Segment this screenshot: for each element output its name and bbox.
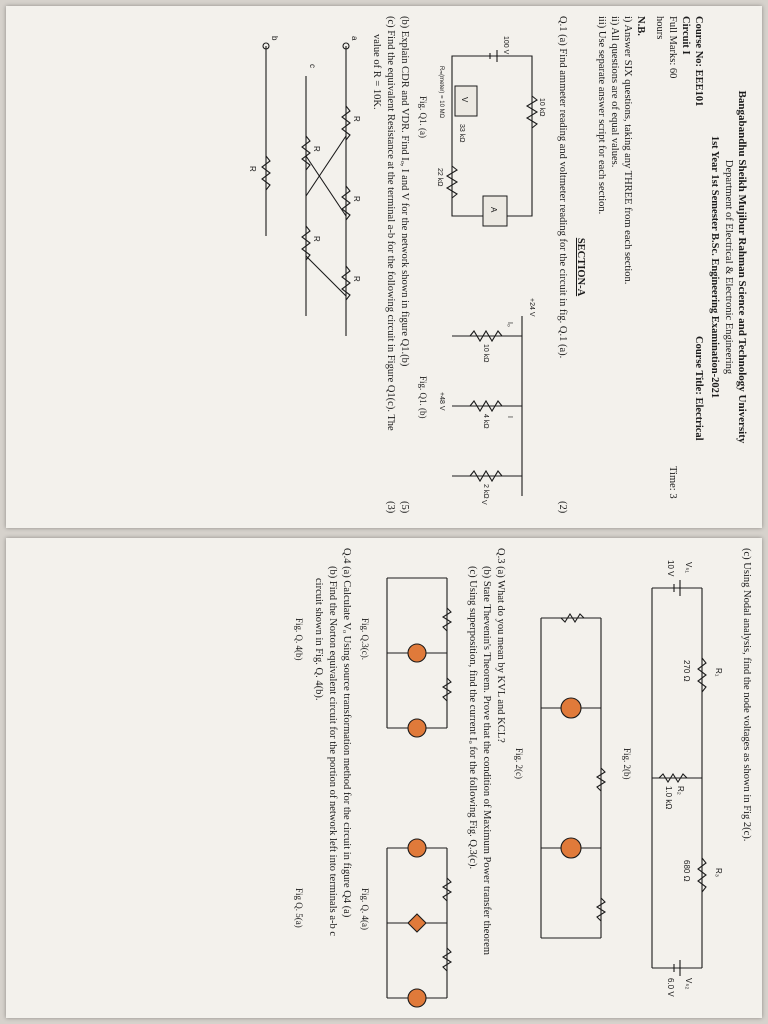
department-name: Department of Electrical & Electronic Engineering [723,159,734,375]
q1b-io-label: Iₒ [506,322,513,327]
figure-q1a-circuit [432,36,552,236]
q1b-v1-label: +24 V [528,298,535,317]
q1a-r2-label: 22 kΩ [436,168,443,187]
q1b-v2-label: +48 V [438,392,445,411]
question-q3c: (c) Using superposition, find the current Iₒ for the following Fig. Q.3(c). [467,566,478,870]
resistor-label: R [352,116,361,122]
ammeter-label: A [489,207,498,213]
resistor-label: R [248,166,257,172]
question-q4b-cont: circuit shown in Fig. Q. 4(b). [313,578,324,701]
course-title-cont: Circuit I [680,16,691,55]
marks-q1c: (3) [385,501,396,514]
marks-q1a: (2) [557,501,568,514]
figure-2c-circuit [526,598,616,958]
fig2b-vs1-label: Vₛ₁ [684,562,693,574]
question-q3a: Q.3 (a) What do you mean by KVL and KCL? [495,548,506,743]
q1a-r3-label: 33 kΩ [458,124,465,143]
fig-q1b-caption: Fig. Q1. (b) [418,376,428,419]
q1b-r3-label: 2 kΩ [482,484,489,499]
fig2b-vs2-label: Vₛ₂ [684,978,693,990]
resistor-label: R [312,236,321,242]
fig2b-r2-label: R₂ [676,786,685,795]
figure-q1b-circuit [432,296,552,516]
figure-q3c-circuit [372,568,462,738]
section-heading: SECTION-A [575,237,586,297]
nb-item: ii) All questions are of equal values. [609,16,620,168]
exam-page-1 [6,6,762,528]
nb-item: iii) Use separate answer script for each section. [596,16,607,215]
figure-2b-circuit [632,558,732,998]
exam-page-2 [6,538,762,1018]
terminal-b-label: b [270,36,279,41]
fig2b-r3-label: R₃ [714,868,723,878]
fig2b-r1-value: 270 Ω [682,660,691,682]
q1b-r2-label: 4 kΩ [482,414,489,429]
fig-q5a-caption: Fig Q. 5(a) [294,888,304,928]
fig-2c-caption: Fig. 2(c) [514,748,524,779]
fig2b-r3-value: 680 Ω [682,860,691,882]
question-q3b: (b) State Thevenin's Theorem. Prove that the condition of Maximum Power transfer theorem [481,566,492,956]
exam-time-cont: hours [654,16,665,40]
course-no: Course No: EEE101 [693,16,704,107]
fig2b-r2-value: 1.0 kΩ [664,786,673,810]
terminal-c-label: c [308,64,317,68]
fig-2b-caption: Fig. 2(b) [622,748,632,780]
q1b-i-label: I [506,416,513,418]
page-1-content [6,6,762,528]
resistor-label: R [352,196,361,202]
fig-q3c-caption: Fig. Q.3(c). [360,618,370,660]
fig-q1a-caption: Fig. Q1. (a) [418,96,428,138]
terminal-a-label: a [350,36,359,41]
fig-q4a-caption: Fig. Q. 4(a) [360,888,370,930]
figure-q4a-circuit [372,838,462,1008]
q1a-source-label: 100 V [502,36,509,55]
fig2b-v2-label: 6.0 V [666,978,675,997]
q1b-r1-label: 10 kΩ [482,344,489,363]
question-q1a: Q.1 (a) Find ammeter reading and voltmeter reading for the circuit in fig. Q.1 (a). [557,16,568,359]
exam-title: 1st Year 1st Semester B.Sc. Engineering Examination-2021 [709,135,720,399]
resistor-label: R [312,146,321,152]
page-2-content [6,538,762,1018]
full-marks: Full Marks: 60 [667,16,678,79]
voltmeter-label: V [460,97,469,103]
marks-q1b: (5) [399,501,410,514]
exam-time: Time: 3 [667,466,678,499]
fig-q4b-caption: Fig. Q. 4(b) [294,618,304,661]
question-q1c: (c) Find the equivalent Resistance at the terminal a-b for the following circuit in Figure Q1(c). The [385,16,396,431]
q1a-r1-label: 10 kΩ [538,98,545,117]
question-q1c-cont: value of R = 10K. [371,34,382,110]
nb-item: i) Answer SIX questions, taking any THREE from each section. [622,16,633,285]
fig2b-r1-label: R₁ [714,668,723,677]
question-q2c: (c) Using Nodal analysis, find the node voltages as shown in Fig 2(c). [741,548,752,842]
q1a-meter-resistance: Rₘ(meter) = 10 MΩ [438,66,444,119]
question-q1b: (b) Explain CDR and VDR. Find Iₒ, I and V for the network shown in figure Q1.(b) [399,16,410,367]
q1b-v-label: V [480,500,487,505]
university-name: Bangabandhu Sheikh Mujibur Rahman Science and Technology University [736,90,748,444]
question-q4a: Q.4 (a) Calculate Vₒ Using source transformation method for the circuit in figure Q4 (a) [341,548,352,918]
resistor-label: R [352,276,361,282]
nb-title: N.B. [635,16,646,36]
fig2b-v1-label: 10 V [666,560,675,577]
figure-q1c-circuit [236,36,366,356]
course-title: Course Title: Electrical [693,336,704,441]
question-q4b: (b) Find the Norton equivalent circuit for the portion of network left into terminals a-b c [327,566,338,937]
